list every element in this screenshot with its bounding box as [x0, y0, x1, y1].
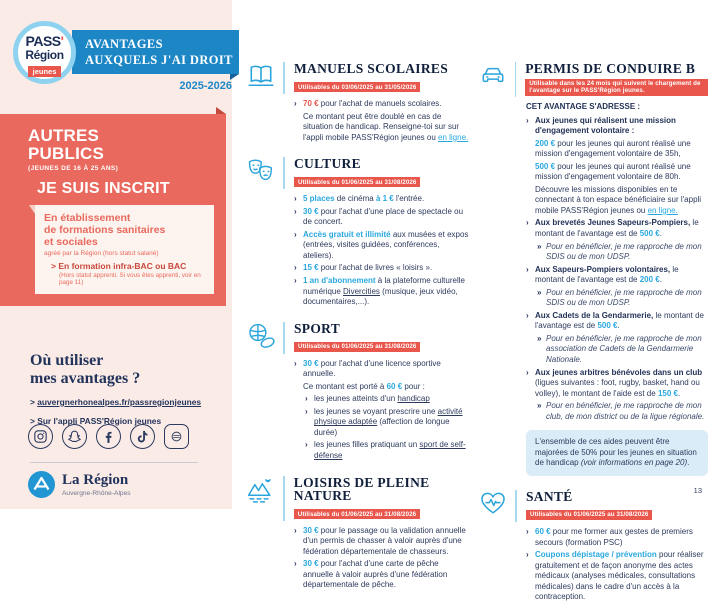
- section-body: [294, 359, 469, 462]
- text-line: [526, 162, 708, 183]
- header-divider: [283, 476, 285, 521]
- validity-badge: Utilisables du 01/06/2025 au 31/08/2026: [526, 510, 652, 520]
- bullet-item: [294, 559, 469, 591]
- audience-title: AUTRES PUBLICS: [28, 126, 105, 163]
- text-segment: l'entrée.: [393, 194, 425, 204]
- text-segment: 70 €: [303, 99, 321, 108]
- bullet-arrow-icon: ›: [526, 367, 529, 377]
- section-body: [294, 194, 469, 307]
- text-segment: pour l'achat d'une carte de pêche annuelle à valoir auprès d'une fédération départementale de pêche.: [303, 559, 448, 590]
- mountains-icon: [246, 475, 276, 505]
- bullet-arrow-icon: ›: [526, 550, 529, 560]
- bullet-item: [305, 394, 469, 405]
- sidebar-divider: [30, 462, 198, 463]
- section-header: [246, 474, 469, 521]
- chevron-icon: >: [51, 261, 56, 272]
- inline-link[interactable]: handicap: [397, 394, 430, 404]
- bullet-arrow-icon: ›: [526, 218, 529, 228]
- section-title: SPORT: [294, 320, 341, 336]
- text-segment: 5 places: [303, 194, 335, 204]
- bullet-arrow-icon: ›: [305, 440, 308, 450]
- car-icon: [478, 61, 508, 91]
- bullet-item: [294, 207, 469, 228]
- text-segment: pour l'achat de livres « loisirs ».: [318, 263, 433, 273]
- text-segment: .: [659, 229, 662, 239]
- text-segment: le montant de l'avantage est de: [535, 264, 679, 285]
- bullet-item: [294, 276, 469, 308]
- section-title: PERMIS DE CONDUIRE B: [525, 61, 696, 76]
- pass-app-icon[interactable]: [164, 424, 189, 449]
- text-segment: Découvre les missions disponibles en te connectant à ton espace bénéficiaire sur l'appli mobile PASS'Région jeunes ou: [535, 184, 702, 215]
- column-right: [478, 60, 708, 615]
- bullet-arrow-icon: ›: [294, 229, 297, 239]
- text-segment: Ce montant est porté à: [303, 381, 387, 391]
- bullet-item: [526, 116, 708, 137]
- info-box: [526, 430, 708, 476]
- text-line: [537, 401, 708, 422]
- section-header: [478, 60, 708, 97]
- section-permis-de-conduire-b: [478, 60, 708, 476]
- social-icons-row: [28, 424, 189, 449]
- text-segment: Aux Sapeurs-Pompiers volontaires,: [535, 264, 671, 274]
- snapchat-icon[interactable]: [62, 424, 87, 449]
- bullet-item: [294, 263, 469, 274]
- header-divider: [515, 62, 516, 97]
- bullet-arrow-icon: ›: [305, 406, 308, 416]
- bullet-item: [526, 265, 708, 286]
- text-segment: Aux jeunes qui réalisent une mission d'engagement volontaire :: [535, 115, 676, 136]
- section-header: [246, 155, 469, 189]
- section-loisirs-de-pleine-nature: [246, 474, 469, 591]
- header-divider: [515, 490, 517, 522]
- text-segment: (voir informations en page 20): [580, 458, 688, 468]
- text-segment: Accès gratuit et illimité: [303, 229, 391, 239]
- text-segment: pour les jeunes qui auront réalisé une mission d'engagement volontaire de 35h,: [535, 138, 691, 159]
- la-region-name: La Région: [62, 471, 129, 488]
- bullet-item: [294, 194, 469, 205]
- section-sport: [246, 320, 469, 462]
- text-segment: 60 €: [386, 381, 403, 391]
- text-segment: (affection de longue durée): [314, 417, 450, 437]
- text-segment: 30 €: [303, 559, 319, 569]
- text-segment: Aux brevetés Jeunes Sapeurs-Pompiers,: [535, 218, 691, 228]
- text-segment: (ligues suivantes : foot, rugby, basket, hand ou volley), le montant de l'aide est de: [535, 378, 700, 398]
- text-segment: Pour en bénéficier, je me rapproche de mon SDIS ou de mon UDSP.: [546, 241, 702, 262]
- book-icon: [246, 61, 276, 91]
- logo-jeunes-badge: jeunes: [28, 66, 62, 77]
- text-segment: pour l'achat d'une licence sportive annuelle.: [303, 358, 441, 379]
- text-segment: pour l'achat d'une place de spectacle ou de concert.: [303, 206, 464, 227]
- text-segment: Pour en bénéficier, je me rapproche de mon association de Cadets de la Gendarmerie Nationale.: [546, 333, 702, 365]
- section-sante: [478, 488, 708, 603]
- audience-panel: [0, 114, 226, 306]
- bullet-item: [526, 218, 708, 239]
- inline-link[interactable]: Divercities: [343, 286, 380, 296]
- text-segment: pour me former aux gestes de premiers secours (formation PSC): [535, 526, 693, 547]
- text-segment: 500 €: [597, 321, 618, 331]
- text-segment: Pour en bénéficier, je me rapproche de mon club, de mon district ou de la ligue régionale.: [546, 401, 705, 421]
- validity-badge: Utilisables du 01/06/2025 au 31/08/2026: [294, 509, 420, 519]
- section-body: [294, 526, 469, 591]
- text-line: [537, 334, 708, 366]
- section-header: [246, 60, 469, 94]
- text-line: [294, 382, 469, 393]
- section-culture: [246, 155, 469, 307]
- text-segment: .: [687, 458, 690, 468]
- bullet-arrow-icon: ›: [294, 206, 297, 216]
- text-segment: pour :: [402, 381, 425, 391]
- column-mid: [246, 60, 469, 603]
- app-link[interactable]: > Sur l'appli PASS'Région jeunes: [30, 415, 162, 426]
- section-title: SANTÉ: [526, 488, 573, 504]
- text-segment: les jeunes se voyant prescrire une: [314, 406, 438, 416]
- logo-apostrophe: ': [60, 33, 64, 49]
- validity-badge: Utilisables du 01/06/2025 au 31/08/2026: [294, 177, 420, 187]
- bullet-arrow-icon: ›: [526, 526, 529, 536]
- bullet-arrow-icon: »: [537, 333, 542, 343]
- text-segment: les jeunes filles pratiquant un: [314, 440, 420, 450]
- bullet-arrow-icon: ›: [526, 310, 529, 320]
- school-year-label: 2025-2026: [179, 80, 232, 92]
- header-divider: [283, 322, 285, 354]
- bullet-arrow-icon: ›: [294, 276, 297, 286]
- bullet-arrow-icon: ›: [294, 194, 297, 204]
- section-title: CULTURE: [294, 156, 361, 172]
- audience-card-item: > En formation infra-BAC ou BAC: [51, 261, 187, 272]
- bullet-item: [294, 230, 469, 262]
- text-segment: les jeunes atteints d'un: [314, 394, 398, 404]
- heart-pulse-icon: [478, 489, 508, 519]
- inline-link[interactable]: activité physique adaptée: [314, 406, 463, 427]
- text-segment: pour les jeunes qui auront réalisé une mission d'engagement volontaire de 80h.: [535, 161, 691, 182]
- text-segment: L'ensemble de ces aides peuvent être majorées de 50% pour les jeunes en situation de handicap: [535, 437, 697, 468]
- text-segment: 30 €: [303, 206, 319, 216]
- bullet-item: [305, 407, 469, 439]
- la-region-logo: [28, 471, 131, 498]
- usage-title: Où utiliser mes avantages ?: [30, 352, 141, 387]
- section-body: [294, 99, 469, 143]
- text-segment: Aux Cadets de la Gendarmerie,: [535, 310, 654, 320]
- text-segment: pour l'achat de manuels scolaires.: [320, 99, 442, 108]
- validity-badge: Utilisables du 03/06/2025 au 31/05/2026: [294, 82, 420, 92]
- banner-title-line2: AUXQUELS J'AI DROIT: [85, 52, 233, 67]
- text-segment: aux musées et expos (entrées, visites guidées, conférences, ateliers).: [303, 229, 469, 260]
- bullet-arrow-icon: ›: [305, 394, 308, 404]
- audience-subtitle: (JEUNES DE 16 À 25 ANS): [28, 165, 119, 172]
- inline-link[interactable]: sport de self-défense: [314, 440, 466, 461]
- text-line: [537, 242, 708, 263]
- sport-balls-icon: [246, 321, 276, 351]
- text-segment: pour réaliser gratuitement et de façon anonyme des actes médicaux (analyses médicales, consultations médicales) dans le cadre d'un accès à la contraception.: [535, 550, 704, 602]
- bullet-item: [526, 527, 708, 548]
- audience-card-note: agréé par la Région (hors statut salarié): [44, 250, 159, 258]
- text-segment: Aux jeunes arbitres bénévoles dans un club: [535, 367, 703, 377]
- bullet-item: [294, 359, 469, 380]
- bullet-arrow-icon: ›: [526, 264, 529, 274]
- bullet-arrow-icon: »: [537, 241, 542, 251]
- bullet-arrow-icon: ›: [294, 358, 297, 368]
- bullet-arrow-icon: ›: [294, 559, 297, 569]
- bullet-arrow-icon: ›: [294, 263, 297, 273]
- bullet-arrow-icon: »: [537, 287, 542, 297]
- text-segment: 1 an d'abonnement: [303, 276, 376, 286]
- facebook-icon[interactable]: [96, 424, 121, 449]
- bullet-item: [526, 550, 708, 603]
- text-segment: pour le passage ou la validation annuelle d'un permis de chasser à valoir auprès d'une fédération départementale de chasseurs.: [303, 525, 466, 556]
- audience-card: [35, 205, 214, 294]
- usage-block: [30, 352, 215, 426]
- text-segment: 150 €: [657, 388, 678, 398]
- validity-badge: Utilisable dans les 24 mois qui suivent le chargement de l'avantage sur le PASS'Région jeunes.: [525, 79, 708, 96]
- bullet-item: [294, 99, 469, 110]
- tiktok-icon[interactable]: [130, 424, 155, 449]
- text-segment: le montant de l'avantage est de: [535, 218, 699, 239]
- bullet-arrow-icon: ›: [294, 525, 297, 535]
- title-banner: [72, 30, 239, 74]
- text-segment: à 1 €: [375, 194, 394, 204]
- chevron-icon: >: [30, 396, 35, 407]
- la-region-subname: Auvergne-Rhône-Alpes: [62, 489, 131, 497]
- text-segment: 200 €: [535, 138, 556, 148]
- bullet-arrow-icon: ›: [526, 115, 529, 125]
- text-segment: 500 €: [639, 229, 660, 239]
- la-region-mark-icon: [28, 471, 55, 498]
- text-segment: 200 €: [639, 275, 660, 285]
- section-body: [526, 527, 708, 603]
- audience-card-item-note: (Hors statut apprenti. Si vous êtes apprenti, voir en page 11): [59, 272, 201, 287]
- chevron-icon: >: [30, 415, 35, 426]
- text-segment: de cinéma: [334, 194, 376, 204]
- text-segment: .: [617, 321, 620, 331]
- text-segment: 60 €: [535, 526, 551, 536]
- text-line: [526, 102, 708, 113]
- banner-title-line1: AVANTAGES: [85, 37, 163, 51]
- text-segment: à la plateforme culturelle numérique: [303, 276, 465, 296]
- bullet-item: [526, 368, 708, 400]
- bullet-item: [294, 526, 469, 558]
- bullet-item: [526, 311, 708, 332]
- section-title: MANUELS SCOLAIRES: [294, 61, 449, 76]
- text-line: [537, 288, 708, 309]
- logo-pass-text: PASS': [25, 33, 64, 49]
- text-segment: .: [659, 275, 662, 285]
- text-segment: 30 €: [303, 358, 319, 368]
- bullet-item: [305, 440, 469, 461]
- header-divider: [283, 157, 285, 189]
- instagram-icon[interactable]: [28, 424, 53, 449]
- header-divider: [283, 62, 285, 94]
- text-line: [526, 139, 708, 160]
- audience-card-heading: En établissement de formations sanitaires et sociales: [44, 212, 166, 249]
- theater-masks-icon: [246, 156, 276, 186]
- text-segment: Coupons dépistage / prévention: [535, 550, 657, 560]
- section-header: [478, 488, 708, 522]
- text-segment: Ce montant peut être doublé en cas de situation de handicap. Renseigne-toi sur sur l'appli mobile PASS'Région jeunes ou: [303, 111, 460, 142]
- bullet-arrow-icon: ›: [294, 99, 297, 108]
- inline-link[interactable]: en ligne.: [438, 132, 469, 142]
- website-link[interactable]: > auvergnerhonealpes.fr/passregionjeunes: [30, 396, 202, 407]
- text-segment: 500 €: [535, 161, 556, 171]
- logo-region-text: Région: [25, 48, 64, 62]
- section-body: [526, 102, 708, 476]
- text-segment: 30 €: [303, 525, 319, 535]
- pass-region-jeunes-logo: [13, 21, 76, 84]
- inline-link[interactable]: en ligne.: [647, 205, 678, 215]
- text-segment: 15 €: [303, 263, 319, 273]
- text-segment: Pour en bénéficier, je me rapproche de mon SDIS ou de mon UDSP.: [546, 287, 702, 308]
- validity-badge: Utilisables du 01/06/2025 au 31/08/2026: [294, 342, 420, 352]
- section-title: LOISIRS DE PLEINE NATURE: [293, 474, 430, 504]
- text-segment: .: [677, 388, 681, 398]
- section-manuels-scolaires: [246, 60, 469, 143]
- text-line: [526, 185, 708, 217]
- section-header: [246, 320, 469, 354]
- left-sidebar: [0, 0, 232, 509]
- text-segment: (musique, jeux vidéo, documentaires,...).: [303, 286, 458, 307]
- text-line: [294, 112, 469, 144]
- bullet-arrow-icon: »: [537, 401, 542, 411]
- page-number: 13: [693, 486, 702, 495]
- text-segment: le montant de l'avantage est de: [535, 310, 704, 331]
- text-segment: CET AVANTAGE S'ADRESSE :: [526, 102, 641, 111]
- audience-status: JE SUIS INSCRIT: [37, 180, 170, 197]
